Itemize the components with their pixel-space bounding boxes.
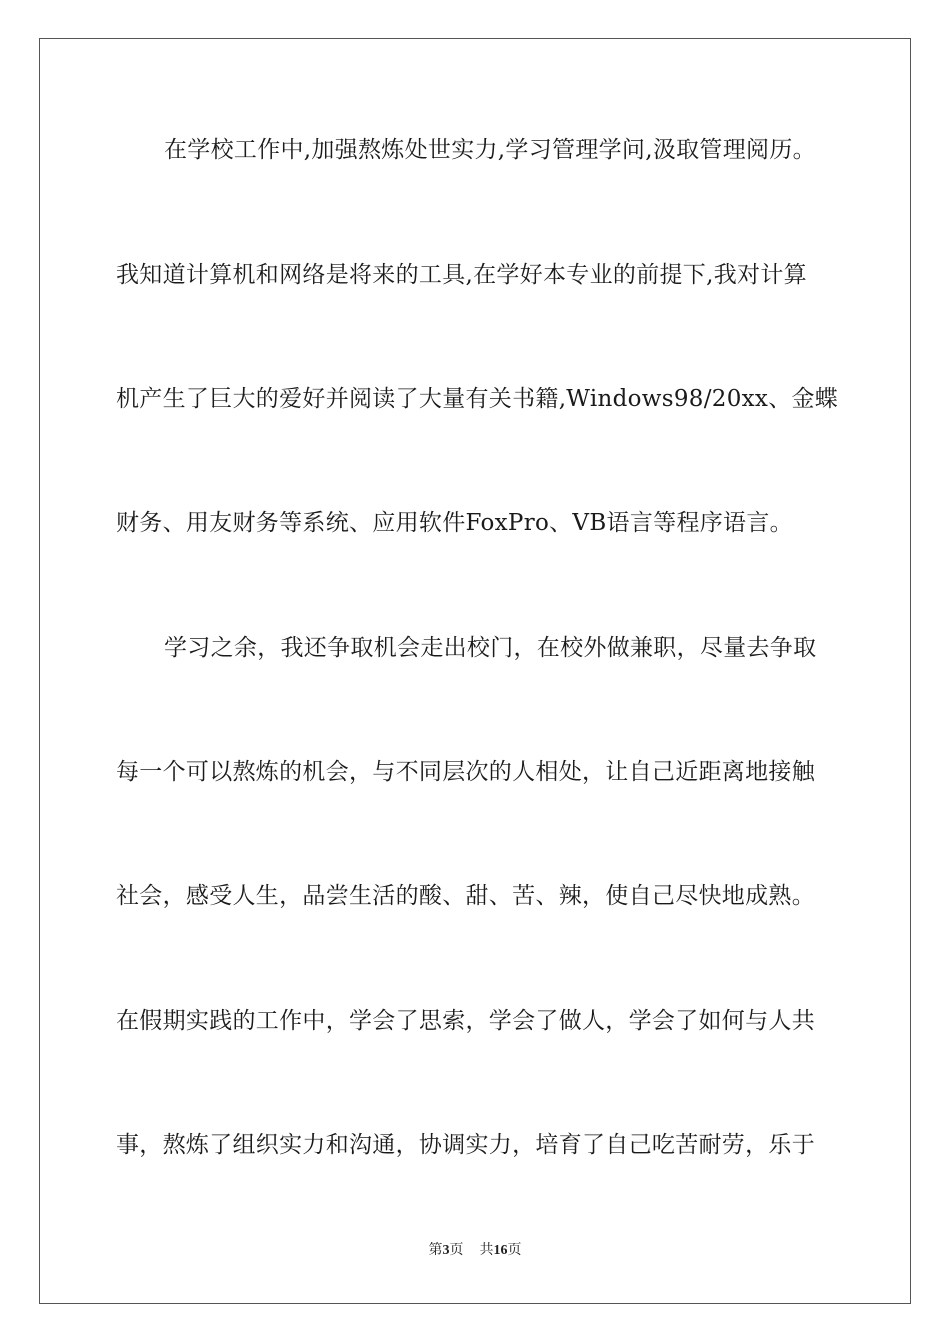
paragraph-line-6: 每一个可以熬炼的机会，与不同层次的人相处，让自己近距离地接触 <box>116 759 815 785</box>
page-border <box>39 38 911 1304</box>
page-number: 3 <box>442 1243 450 1258</box>
total-pages: 16 <box>493 1243 508 1258</box>
total-prefix: 共 <box>479 1242 494 1258</box>
paragraph-line-2: 我知道计算机和网络是将来的工具,在学好本专业的前提下,我对计算 <box>116 262 807 288</box>
paragraph-line-7: 社会，感受人生，品尝生活的酸、甜、苦、辣，使自己尽快地成熟。 <box>116 883 815 909</box>
page-prefix: 第 <box>428 1242 443 1258</box>
paragraph-line-4: 财务、用友财务等系统、应用软件FoxPro、VB语言等程序语言。 <box>116 510 793 536</box>
paragraph-line-1: 在学校工作中,加强熬炼处世实力,学习管理学问,汲取管理阅历。 <box>164 137 816 163</box>
page-suffix: 页 <box>449 1242 464 1258</box>
total-suffix: 页 <box>507 1242 522 1258</box>
paragraph-line-8: 在假期实践的工作中，学会了思索，学会了做人，学会了如何与人共 <box>116 1008 815 1034</box>
paragraph-line-5: 学习之余，我还争取机会走出校门，在校外做兼职，尽量去争取 <box>164 635 817 661</box>
paragraph-line-9: 事，熬炼了组织实力和沟通，协调实力，培育了自己吃苦耐劳，乐于 <box>116 1132 815 1158</box>
paragraph-line-3: 机产生了巨大的爱好并阅读了大量有关书籍,Windows98/20xx、金蝶 <box>116 386 839 412</box>
page-footer <box>0 1240 950 1261</box>
